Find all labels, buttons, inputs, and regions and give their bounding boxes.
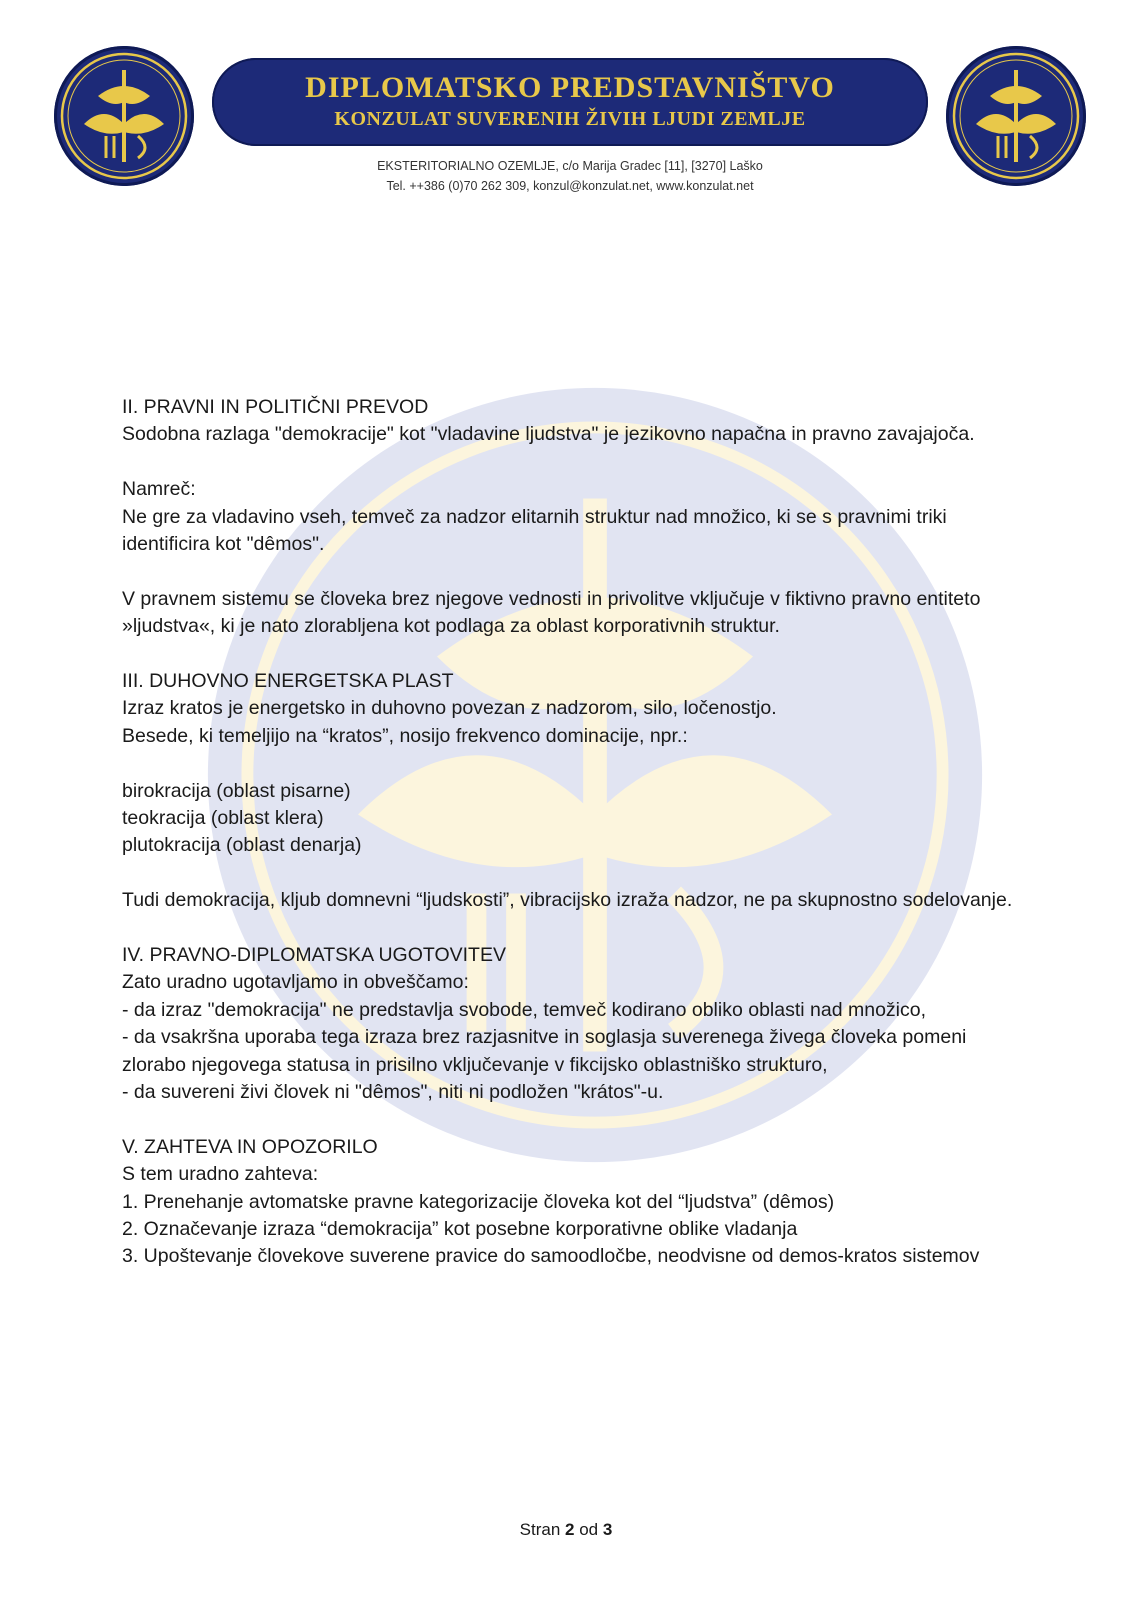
header-contact: Tel. ++386 (0)70 262 309, konzul@konzulat.net, www.konzulat.net — [386, 179, 754, 193]
list-item: 1. Prenehanje avtomatske pravne kategorizacije človeka kot del “ljudstva” (dêmos) — [122, 1190, 835, 1213]
paragraph: Izraz kratos je energetsko in duhovno povezan z nadzorom, silo, ločenostjo. — [122, 697, 777, 720]
list-item: teokracija (oblast klera) — [122, 807, 324, 830]
list-item: 2. Označevanje izraza “demokracija” kot posebne korporativne oblike vladanja — [122, 1218, 798, 1241]
paragraph: Besede, ki temeljijo na “kratos”, nosijo frekvenco dominacije, npr.: — [122, 724, 688, 747]
section-heading: IV. PRAVNO-DIPLOMATSKA UGOTOVITEV — [122, 944, 506, 967]
paragraph: Sodobna razlaga "demokracije" kot "vladavine ljudstva" je jezikovno napačna in pravno zavajajoča. — [122, 423, 975, 446]
header-address: EKSTERITORIALNO OZEMLJE, c/o Marija Gradec [11], [3270] Laško — [377, 159, 763, 173]
document-body — [122, 394, 1022, 1271]
header-title: DIPLOMATSKO PREDSTAVNIŠTVO — [305, 71, 835, 104]
page-footer — [0, 1520, 1132, 1540]
list-item: - da izraz "demokracija" ne predstavlja svobode, temveč kodirano obliko oblasti nad množico, — [122, 998, 927, 1021]
list-item: - da suvereni živi človek ni "dêmos", niti ni podložen "krátos"-u. — [122, 1081, 664, 1104]
footer-prefix: Stran — [519, 1520, 561, 1539]
seal-logo-left — [54, 46, 194, 186]
seal-logo-right — [946, 46, 1086, 186]
section-heading: III. DUHOVNO ENERGETSKA PLAST — [122, 670, 454, 693]
paragraph-label: Namreč: — [122, 478, 196, 501]
list-item: plutokracija (oblast denarja) — [122, 834, 362, 857]
paragraph: Tudi demokracija, kljub domnevni “ljudskosti”, vibracijsko izraža nadzor, ne pa skupnostno sodelovanje. — [122, 889, 1013, 912]
paragraph: S tem uradno zahteva: — [122, 1163, 319, 1186]
header-subtitle: KONZULAT SUVERENIH ŽIVIH LJUDI ZEMLJE — [334, 108, 806, 130]
footer-page-number: 2 — [565, 1520, 575, 1539]
footer-page-total: 3 — [602, 1520, 613, 1539]
section-heading: V. ZAHTEVA IN OPOZORILO — [122, 1135, 378, 1158]
header-banner — [212, 58, 928, 146]
list-item: 3. Upoštevanje človekove suverene pravice do samoodločbe, neodvisne od demos-kratos sistemov — [122, 1245, 980, 1268]
paragraph: V pravnem sistemu se človeka brez njegove vednosti in privolitve vključuje v fiktivno pravno entiteto »ljudstva«, ki je nato zlorabljena kot podlaga za oblast korporativnih struktur. — [122, 587, 981, 638]
footer-middle: od — [579, 1520, 599, 1539]
paragraph: Ne gre za vladavino vseh, temveč za nadzor elitarnih struktur nad množico, ki se s pravnimi triki identificira kot "dêmos". — [122, 505, 947, 556]
paragraph: Zato uradno ugotavljamo in obveščamo: — [122, 971, 469, 994]
list-item: birokracija (oblast pisarne) — [122, 779, 351, 802]
section-heading: II. PRAVNI IN POLITIČNI PREVOD — [122, 396, 429, 418]
list-item: - da vsakršna uporaba tega izraza brez razjasnitve in soglasja suverenega živega človeka pomeni zlorabo njegovega statusa in prisilno vključevanje v fikcijsko oblastniško strukturo, — [122, 1026, 967, 1076]
